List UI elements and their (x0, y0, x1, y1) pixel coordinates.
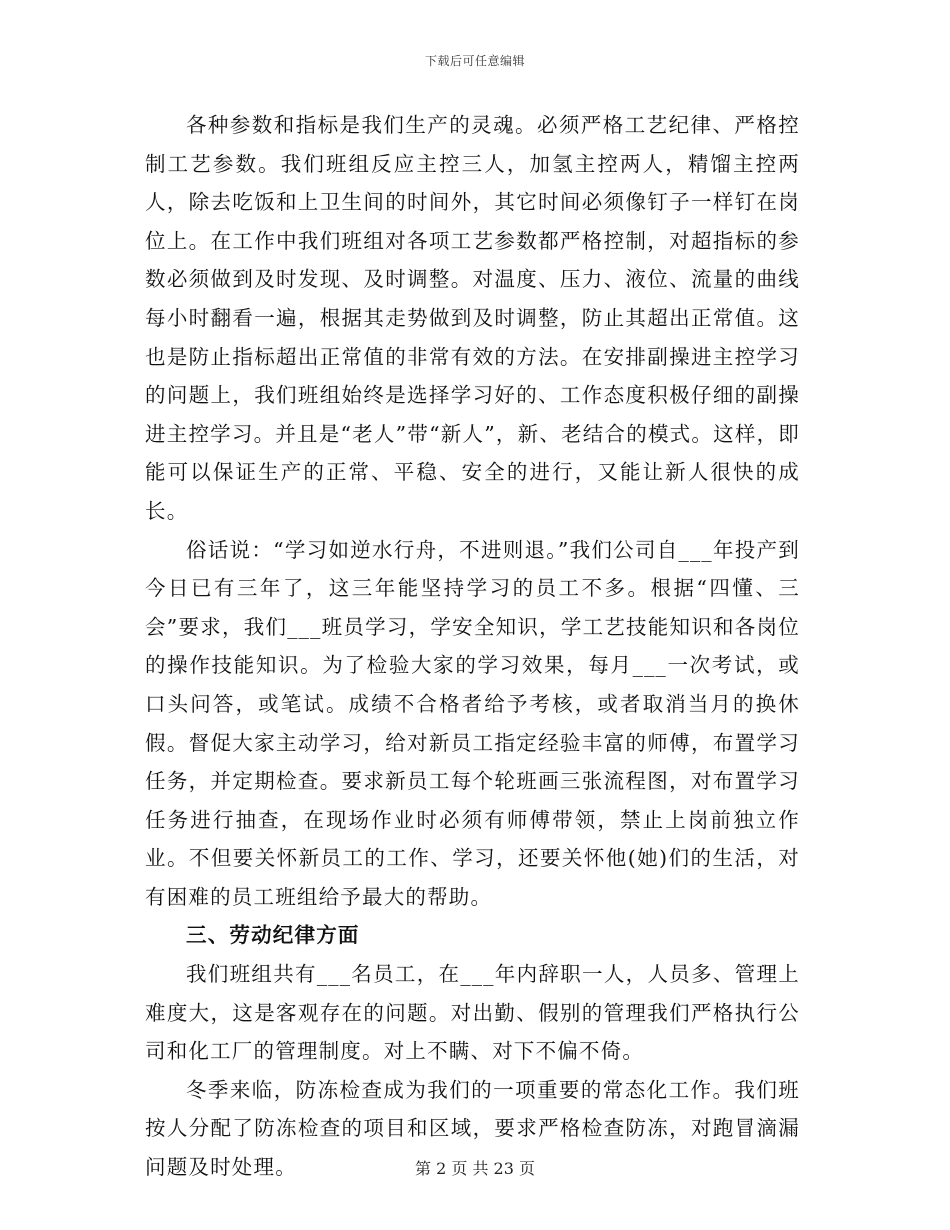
section-heading-labor-discipline: 三、劳动纪律方面 (186, 923, 360, 948)
paragraph-winter-antifreeze: 冬季来临，防冻检查成为我们的一项重要的常态化工作。我们班按人分配了防冻检查的项目和区域，要求严格检查防冻，对跑冒滴漏问题及时处理。 (145, 1077, 800, 1180)
paragraph-process-parameters: 各种参数和指标是我们生产的灵魂。必须严格工艺纪律、严格控制工艺参数。我们班组反应主控三人，加氢主控两人，精馏主控两人，除去吃饭和上卫生间的时间外，其它时间必须像钉子一样钉在岗位上。在工作中我们班组对各项工艺参数都严格控制，对超指标的参数必须做到及时发现、及时调整。对温度、压力、液位、流量的曲线每小时翻看一遍，根据其走势做到及时调整，防止其超出正常值。这也是防止指标超出正常值的非常有效的方法。在安排副操进主控学习的问题上，我们班组始终是选择学习好的、工作态度积极仔细的副操进主控学习。并且是“老人”带“新人”，新、老结合的模式。这样，即能可以保证生产的正常、平稳、安全的进行，又能让新人很快的成长。 (145, 113, 800, 523)
page-header: 下载后可任意编辑 (424, 54, 525, 68)
document-body (145, 106, 800, 1187)
paragraph-learning: 俗话说：“学习如逆水行舟，不进则退。”我们公司自___年投产到今日已有三年了，这三年能坚持学习的员工不多。根据“四懂、三会”要求，我们___班员学习，学安全知识，学工艺技能知识和各岗位的操作技能知识。为了检验大家的学习效果，每月___一次考试，或口头问答，或笔试。成绩不合格者给予考核，或者取消当月的换休假。督促大家主动学习，给对新员工指定经验丰富的师傅，布置学习任务，并定期检查。要求新员工每个轮班画三张流程图，对布置学习任务进行抽查，在现场作业时必须有师傅带领，禁止上岗前独立作业。不但要关怀新员工的工作、学习，还要关怀他(她)们的生活，对有困难的员工班组给予最大的帮助。 (145, 537, 800, 909)
page-number-footer: 第 2 页 共 23 页 (415, 1159, 535, 1178)
paragraph-staff-management: 我们班组共有___名员工，在___年内辞职一人，人员多、管理上难度大，这是客观存在的问题。对出勤、假别的管理我们严格执行公司和化工厂的管理制度。对上不瞒、对下不偏不倚。 (145, 962, 800, 1064)
